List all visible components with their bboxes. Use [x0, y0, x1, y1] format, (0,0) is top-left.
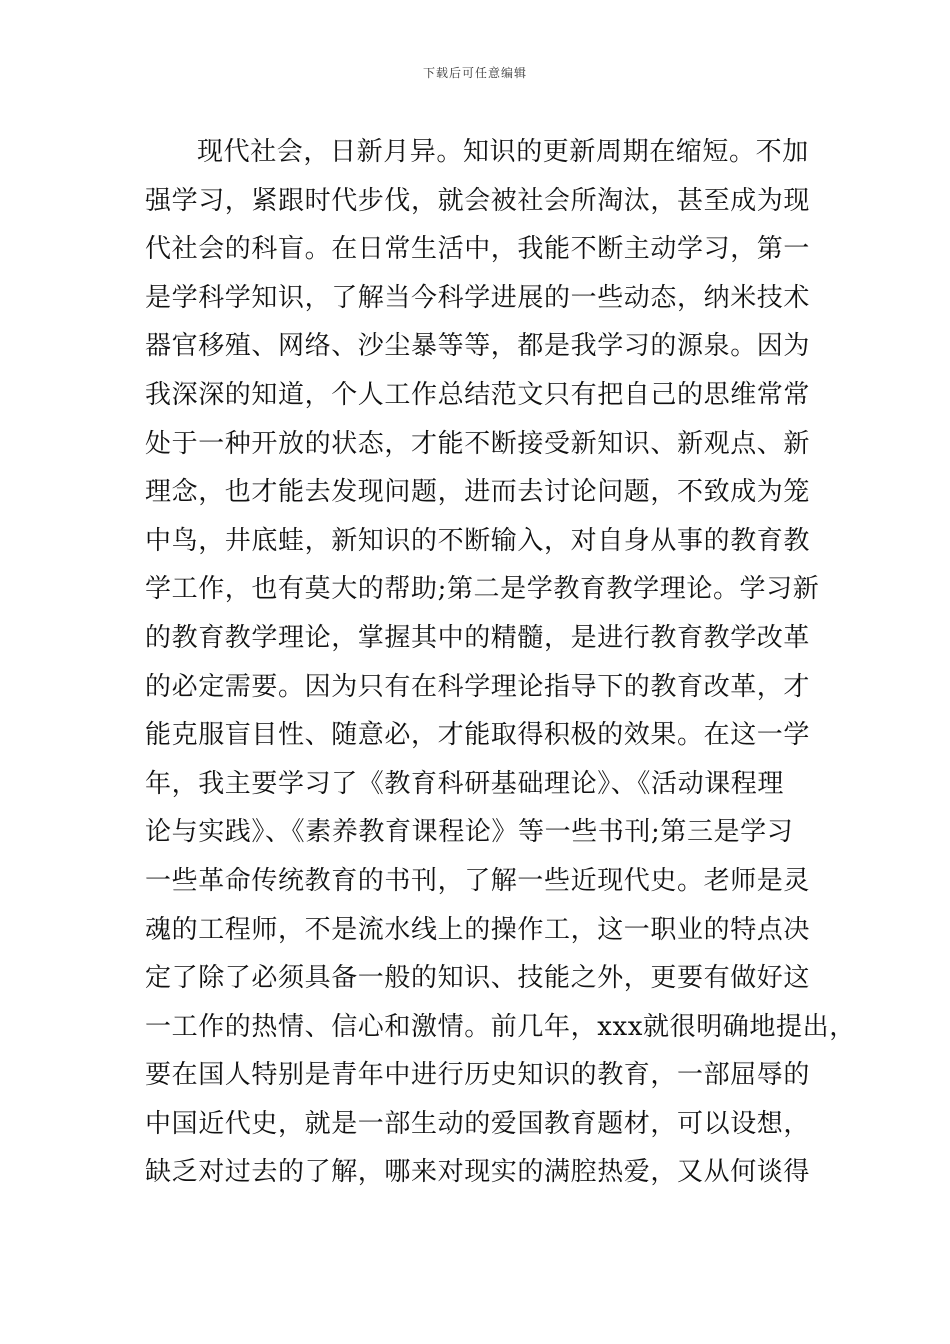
text-line: 现代社会，日新月异。知识的更新周期在缩短。不加	[197, 137, 809, 167]
text-line: 年，我主要学习了《教育科研基础理论》、《活动课程理	[145, 768, 785, 799]
text-line: 一些革命传统教育的书刊，了解一些近现代史。老师是灵	[145, 865, 811, 896]
text-line: 我深深的知道，个人工作总结范文只有把自己的思维常常	[145, 379, 811, 410]
text-line: 魂的工程师，不是流水线上的操作工，这一职业的特点决	[145, 914, 811, 945]
text-line: 代社会的科盲。在日常生活中，我能不断主动学习，第一	[145, 234, 811, 265]
text-line: 是学科学知识，了解当今科学进展的一些动态，纳米技术	[145, 282, 811, 313]
text-line: 的教育教学理论，掌握其中的精髓，是进行教育教学改革	[145, 622, 811, 653]
text-line: 处于一种开放的状态，才能不断接受新知识、新观点、新	[145, 428, 811, 459]
header-note: 下载后可任意编辑	[422, 66, 527, 80]
text-line: 器官移殖、网络、沙尘暴等等，都是我学习的源泉。因为	[145, 331, 811, 362]
text-line: 缺乏对过去的了解，哪来对现实的满腔热爱，又从何谈得	[145, 1157, 811, 1188]
text-line: 论与实践》、《素养教育课程论》等一些书刊;第三是学习	[145, 817, 794, 848]
body-paragraph	[145, 128, 856, 1197]
text-line: 能克服盲目性、随意必，才能取得积极的效果。在这一学	[145, 720, 811, 751]
text-line: 中鸟，井底蛙，新知识的不断输入，对自身从事的教育教	[145, 525, 811, 556]
text-line: 理念，也才能去发现问题，进而去讨论问题，不致成为笼	[145, 477, 811, 508]
text-line: 的必定需要。因为只有在科学理论指导下的教育改革，才	[145, 671, 811, 702]
text-line: 定了除了必须具备一般的知识、技能之外，更要有做好这	[145, 963, 811, 994]
text-line: 学工作，也有莫大的帮助;第二是学教育教学理论。学习新	[145, 574, 820, 605]
text-line: 强学习，紧跟时代步伐，就会被社会所淘汰，甚至成为现	[145, 185, 811, 216]
text-line: 要在国人特别是青年中进行历史知识的教育，一部屈辱的	[145, 1060, 811, 1091]
text-line: 一工作的热情、信心和激情。前几年，xxx就很明确地提出，	[145, 1011, 856, 1042]
text-line: 中国近代史，就是一部生动的爱国教育题材，可以设想，	[145, 1108, 811, 1139]
